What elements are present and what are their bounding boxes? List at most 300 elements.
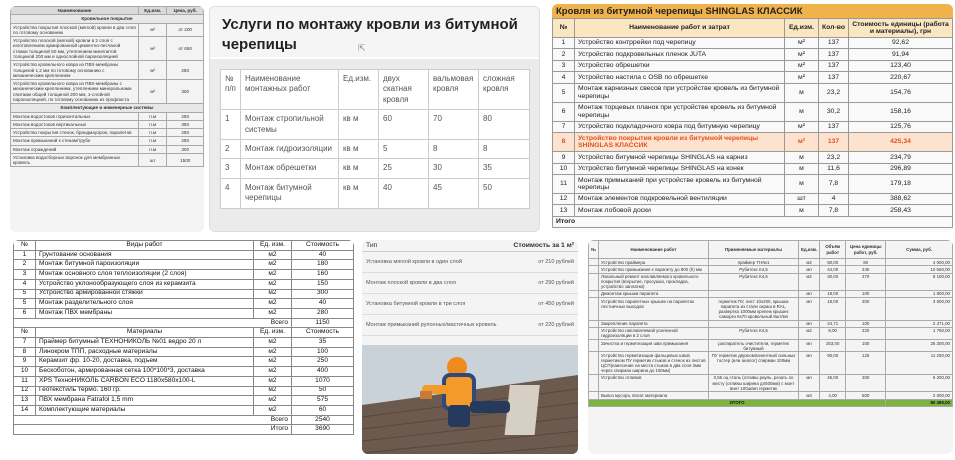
col-number: № <box>553 19 575 38</box>
cell: 1 <box>553 37 575 48</box>
cell: Локальный ремонт наплавляемого кровельного покрытия (вскрытие, просушка, прокладка, устройство заплатки) <box>599 273 709 290</box>
col-unit: Ед.изм. <box>785 19 819 38</box>
cell: 100 <box>846 290 886 297</box>
col-sum: Сумма, руб. <box>886 241 953 259</box>
cell: Устройство герметизации фальцевых швов герметиком ПУ герметик стыков и стенок из листов ЦСП(нанесение на места стыков в два слоя 3мм через спирман ширина до 150мм) <box>599 352 709 374</box>
cell: Устройство подкладочного ковра под битумную черепицу <box>575 121 785 132</box>
cell: мп <box>799 266 820 273</box>
cell: 100 <box>846 320 886 327</box>
tile-bitumen-shingle-installation[interactable] <box>209 6 540 232</box>
cell: м² <box>785 60 819 71</box>
cell: 220,67 <box>849 72 953 83</box>
cell: м2 <box>254 308 292 318</box>
cell: 46,00 <box>820 374 846 391</box>
cell: мп <box>799 352 820 374</box>
cell <box>589 290 599 297</box>
cell <box>589 320 599 327</box>
subtotal-label: Всего <box>14 415 292 425</box>
cell: праймер ТН№1 <box>709 259 799 266</box>
cell: п.м <box>139 145 167 153</box>
grand-total-label: Итого <box>14 425 292 435</box>
col-hip: вальмовая кровля <box>429 70 479 110</box>
cell: 388,62 <box>849 193 953 204</box>
cell: 250 <box>167 112 204 120</box>
col-unit-cost: Стоимость единицы (работа и материалы), грн <box>849 19 953 38</box>
cell: 24,71 <box>820 320 846 327</box>
cell: от 200 <box>167 23 204 37</box>
cell: 44,00 <box>820 266 846 273</box>
cell: 30 <box>429 159 479 178</box>
cell: 3 <box>221 159 241 178</box>
price-table <box>10 6 204 167</box>
col-work-name: Наименование работ <box>599 241 709 259</box>
cell: 4 000,00 <box>886 259 953 266</box>
cell: герметик ПУ, лист 10х200, крышка парапета из стали окраш в RAL, развертка 1000мм крепеж крышек саморез 6х70 кровельный 8шт/мп <box>709 298 799 320</box>
cell: м2 <box>254 338 292 348</box>
cell: 123,40 <box>849 60 953 71</box>
cell: 4,00 <box>820 392 846 399</box>
row-price: от 220 рублей <box>538 322 574 328</box>
cell: Устройство праймера <box>599 259 709 266</box>
total-label: ИТОГО <box>589 399 886 406</box>
cell: 2 000,00 <box>886 392 953 399</box>
cell <box>589 340 599 352</box>
cell: 9 <box>14 357 36 367</box>
section-title: Кровельное покрытие <box>11 15 204 23</box>
cell: м2 <box>254 299 292 309</box>
section-title: Комплектующие и инженерные системы <box>11 104 204 112</box>
cell: 137 <box>819 60 849 71</box>
cell: Монтаж водостоков вертикальных <box>11 120 139 128</box>
tile-soft-roof-prices[interactable] <box>362 240 578 454</box>
cell: 23,2 <box>819 83 849 102</box>
cell: 1 760,00 <box>886 327 953 339</box>
cell: 7 <box>553 121 575 132</box>
cell <box>709 392 799 399</box>
cell: 7,8 <box>819 175 849 194</box>
col-cost: Стоимость <box>292 241 354 251</box>
cell: 5 <box>379 139 429 158</box>
cell: м2 <box>254 357 292 367</box>
cell: 10 <box>14 367 36 377</box>
col-unit: Ед.изм. <box>799 241 820 259</box>
cell: м <box>785 83 819 102</box>
cell: Монтаж гидроизоляции <box>241 139 339 158</box>
cell: 60 <box>292 405 354 415</box>
cell: п.м <box>139 137 167 145</box>
cell: м2 <box>799 273 820 290</box>
cell: Монтаж карнизных свесов при устройстве кровель из битумной черепицы <box>575 83 785 102</box>
cell: Керамзит фр. 10-20, доставка, подъем <box>36 357 254 367</box>
cell: мп <box>799 320 820 327</box>
cell: от 650 <box>167 37 204 61</box>
cell: 11 250,00 <box>886 352 953 374</box>
cell: п.м <box>139 120 167 128</box>
cell: 11 <box>553 175 575 194</box>
cell: 350 <box>167 120 204 128</box>
cell: Рубитекс К4,5 <box>709 273 799 290</box>
cell: 300 <box>292 289 354 299</box>
cell: м² <box>785 121 819 132</box>
cell: 296,89 <box>849 163 953 174</box>
cell: Устройство наплавляемой усиленной гидроизоляции в 2 слоя <box>599 327 709 339</box>
cell: м2 <box>254 270 292 280</box>
col-cost: Стоимость <box>292 328 354 338</box>
cell: Устройство плоской (мягкой) кровли в 2 слоя с изготовлением армированной цементно-песчаной стяжки толщиной 50 мм, утеплением минплитой толщиной 200 мм и однослойной пароизоляцией <box>11 37 139 61</box>
row-type: Установка мягкой кровли в один слой <box>366 259 462 265</box>
tile-title: Услуги по монтажу кровли из битумной черепицы <box>210 7 539 57</box>
cell: 200 <box>846 298 886 320</box>
cell: 80 <box>846 259 886 266</box>
cell: кв м <box>339 110 379 140</box>
cell: 40 <box>292 299 354 309</box>
cell: 425,34 <box>849 133 953 152</box>
cell: Установка водосборных воронок для мембранных кровель <box>11 153 139 167</box>
cell: Рубитекс К4,5 <box>709 266 799 273</box>
cell: 50,00 <box>820 259 846 266</box>
cell: 1 800,00 <box>886 290 953 297</box>
cell: 5 <box>14 299 36 309</box>
cell: м <box>785 175 819 194</box>
row-price: от 290 рублей <box>538 280 574 286</box>
roofer-illustration <box>362 345 578 454</box>
cell: Устройство покрытия кровли из битумной черепицы SHINGLAS КЛАССИК <box>575 133 785 152</box>
cell: 125,76 <box>849 121 953 132</box>
cell: м2 <box>254 279 292 289</box>
cell: Линокром ТПП, расходные материалы <box>36 347 254 357</box>
col-complex: сложная кровля <box>479 70 530 110</box>
cell: м3 <box>799 392 820 399</box>
cell: 8 <box>429 139 479 158</box>
col-number: № <box>14 241 36 251</box>
estimate-table <box>552 18 953 228</box>
cell: 160 <box>292 270 354 280</box>
cell: кв м <box>339 159 379 178</box>
row-price: от 450 рублей <box>538 301 574 307</box>
cell: кв м <box>339 139 379 158</box>
cell: 30,00 <box>820 273 846 290</box>
cell: 3 <box>14 270 36 280</box>
cell: 300 <box>167 145 204 153</box>
cell: 2 471,00 <box>886 320 953 327</box>
cell: 60 <box>379 110 429 140</box>
cell: 8 100,00 <box>886 273 953 290</box>
cell: м2 <box>254 367 292 377</box>
cell: 1070 <box>292 376 354 386</box>
cell: 2 <box>14 260 36 270</box>
cell: 8 <box>14 347 36 357</box>
cell: шт <box>785 193 819 204</box>
cell: Рубитекс К4,5 <box>709 327 799 339</box>
col-number: № <box>14 328 36 338</box>
cell: 80 <box>479 110 530 140</box>
cell <box>589 392 599 399</box>
cell: 25 <box>379 159 429 178</box>
tile-membrane-roof-estimate[interactable] <box>13 240 354 454</box>
cell: 35 <box>292 338 354 348</box>
cell: Грунтование основания <box>36 250 254 260</box>
price-row <box>362 273 578 294</box>
col-materials: Материалы <box>36 328 254 338</box>
cell: Устройство настила с OSB по обрешетке <box>575 72 785 83</box>
cell: 1500 <box>167 153 204 167</box>
cell: Устройство подкровельных пленок JUTA <box>575 49 785 60</box>
installation-table <box>220 69 530 209</box>
cell: 300 <box>167 80 204 104</box>
cell: м2 <box>254 386 292 396</box>
cell: 158,16 <box>849 102 953 121</box>
cell: 250 <box>167 137 204 145</box>
cell: 137 <box>819 121 849 132</box>
cell: 35 <box>479 159 530 178</box>
cell: м² <box>785 133 819 152</box>
cell: 220 <box>846 327 886 339</box>
col-unit: Ед. изм. <box>254 241 292 251</box>
cell: Монтаж битумной черепицы <box>241 178 339 208</box>
cell: Бескоботон, армированная сетка 100*100*3, доставка <box>36 367 254 377</box>
cell: 90,00 <box>820 352 846 374</box>
cell: 25 300,00 <box>886 340 953 352</box>
cell: Устройство битумной черепицы SHINGLAS на конек <box>575 163 785 174</box>
price-row <box>362 315 578 336</box>
cell: 92,62 <box>849 37 953 48</box>
cell: Монтаж элементов подкровельной вентиляции <box>575 193 785 204</box>
cell: м² <box>139 61 167 80</box>
cell: Монтаж лобовой доски <box>575 205 785 216</box>
cell: п.м <box>139 112 167 120</box>
works-materials-table <box>13 240 354 435</box>
cell: 2 <box>221 139 241 158</box>
cell: 4 <box>553 72 575 83</box>
price-row <box>362 252 578 273</box>
cell: Монтаж стропильной системы <box>241 110 339 140</box>
cell <box>709 320 799 327</box>
cell <box>709 290 799 297</box>
cell <box>589 298 599 320</box>
cell <box>589 273 599 290</box>
cell: 500 <box>846 392 886 399</box>
cell: 270 <box>846 273 886 290</box>
tile-flat-roof-price-list[interactable] <box>10 6 204 232</box>
cell: 3 600,00 <box>886 298 953 320</box>
mouse-cursor-icon: ⇱ <box>358 43 366 53</box>
cell <box>589 374 599 391</box>
cell: 3 <box>553 60 575 71</box>
col-unit-price: Цена единицы работ, руб. <box>846 241 886 259</box>
subtotal-value: 1150 <box>292 318 354 328</box>
cell: м2 <box>254 260 292 270</box>
cell: Комплектующие материалы <box>36 405 254 415</box>
cell: Устройство кровельного ковра из ПВХ-мембраны толщиной 1,2 мм по готовому основанию с механическим креплением <box>11 61 139 80</box>
cell: м² <box>139 37 167 61</box>
cell: шт <box>139 153 167 167</box>
cell: 200 <box>846 374 886 391</box>
cell: 250 <box>292 357 354 367</box>
cell <box>589 352 599 374</box>
cell: м2 <box>254 405 292 415</box>
total-value: 80 485,00 <box>886 399 953 406</box>
cell: Геотекстиль термо. 160 гр. <box>36 386 254 396</box>
cell: 23,2 <box>819 152 849 163</box>
cell: 8 <box>553 133 575 152</box>
cell: 137 <box>819 37 849 48</box>
col-work-name: Наименование работ и затрат <box>575 19 785 38</box>
cell: 179,18 <box>849 175 953 194</box>
col-unit: Ед.изм. <box>139 7 167 15</box>
cell: м2 <box>254 347 292 357</box>
col-price: Стоимость за 1 м² <box>513 242 574 249</box>
repair-estimate-table <box>588 240 953 407</box>
col-name: Наименование <box>11 7 139 15</box>
cell: 13 <box>553 205 575 216</box>
cell: 137 <box>819 133 849 152</box>
col-volume: Объём работ <box>820 241 846 259</box>
col-number: № п/п <box>221 70 241 110</box>
cell: 7,8 <box>819 205 849 216</box>
cell: 30,2 <box>819 102 849 121</box>
cell: 6 <box>14 308 36 318</box>
price-row <box>362 294 578 315</box>
col-unit: Ед.изм. <box>339 70 379 110</box>
cell: Устройство парапетных крышек на парапетах лестничных выходов <box>599 298 709 320</box>
cell: Демонтаж крышки парапета <box>599 290 709 297</box>
col-materials: Применяемые материалы <box>709 241 799 259</box>
cell: 14 <box>14 405 36 415</box>
cell: 258,43 <box>849 205 953 216</box>
cell: 10 <box>553 163 575 174</box>
cell: Устройство армированной стяжки <box>36 289 254 299</box>
row-type: Установка битумной кровли в три слоя <box>366 301 466 307</box>
cell: Праймер битумный ТЕХНОНИКОЛЬ №01 ведро 20 л <box>36 338 254 348</box>
cell: Закрепление парапета <box>599 320 709 327</box>
cell: 1 <box>221 110 241 140</box>
cell: 150 <box>292 279 354 289</box>
cell: мп <box>799 374 820 391</box>
cell: 100 <box>292 347 354 357</box>
roofer-photo <box>362 345 578 454</box>
subtotal-label: Всего <box>14 318 292 328</box>
cell: м2 <box>254 376 292 386</box>
subtotal-value: 2540 <box>292 415 354 425</box>
cell <box>589 259 599 266</box>
total-label: Итого <box>553 216 953 227</box>
cell <box>589 266 599 273</box>
cell: 50 <box>292 386 354 396</box>
cell: м² <box>139 23 167 37</box>
col-unit: Ед. изм. <box>254 328 292 338</box>
cell: м2 <box>799 327 820 339</box>
cell: Монтаж примыканий при устройстве кровель из битумной черепицы <box>575 175 785 194</box>
cell: распиратель очистители, герметик битумный <box>709 340 799 352</box>
cell: 1 <box>14 250 36 260</box>
cell: 10 560,00 <box>886 266 953 273</box>
row-price: от 210 рублей <box>538 259 574 265</box>
cell: 12 <box>553 193 575 204</box>
cell: 234,79 <box>849 152 953 163</box>
cell: ПВХ мембрана Fatrafol 1,5 mm <box>36 396 254 406</box>
cell: м2 <box>254 250 292 260</box>
cell: м² <box>785 37 819 48</box>
cell: 18,00 <box>820 290 846 297</box>
cell: Монтаж основного слоя теплоизоляции (2 слоя) <box>36 270 254 280</box>
cell: 100 <box>846 340 886 352</box>
price-header <box>362 240 578 252</box>
cell: 137 <box>819 72 849 83</box>
grand-total-value: 3690 <box>292 425 354 435</box>
cell: м² <box>139 80 167 104</box>
cell: Устройство отливов <box>599 374 709 391</box>
col-number: № <box>589 241 599 259</box>
cell: 45 <box>429 178 479 208</box>
cell: 18,00 <box>820 298 846 320</box>
cell: Монтаж разделительного слоя <box>36 299 254 309</box>
cell: 7 <box>14 338 36 348</box>
cell: м <box>785 152 819 163</box>
tile-roof-repair-estimate[interactable] <box>588 240 953 454</box>
cell: м² <box>785 49 819 60</box>
cell: 12 <box>14 386 36 396</box>
col-work-name: Наименование монтажных работ <box>241 70 339 110</box>
cell: 137 <box>819 49 849 60</box>
cell: 11 <box>14 376 36 386</box>
cell: 240 <box>846 266 886 273</box>
cell: п.м <box>139 129 167 137</box>
cell: 154,76 <box>849 83 953 102</box>
cell: м2 <box>254 289 292 299</box>
cell: мп <box>799 340 820 352</box>
cell: Монтаж битумной пароизоляции <box>36 260 254 270</box>
cell: кв м <box>339 178 379 208</box>
cell: 575 <box>292 396 354 406</box>
cell: Устройство кровельного ковра из ПВХ-мембраны с механическим креплением, утеплением минеральнами плитами общей толщиной 200 мм, 1-слойной пароизоляцией, по готовому основанию из профлиста <box>11 80 139 104</box>
cell: м2 <box>799 259 820 266</box>
cell: 5 <box>14 289 36 299</box>
cell: 8,00 <box>820 327 846 339</box>
cell: мп <box>799 298 820 320</box>
cell: 40 <box>379 178 429 208</box>
col-works: Виды работ <box>36 241 254 251</box>
cell: Монтаж ПВХ мембраны <box>36 308 254 318</box>
cell: Монтаж торцевых планок при устройстве кровель из битумной черепицы <box>575 102 785 121</box>
cell: Устройство уклонообразующего слоя из керамзита <box>36 279 254 289</box>
cell: 4 <box>14 279 36 289</box>
cell: Устройство примыкания к парапету до 800 (h) мм <box>599 266 709 273</box>
cell: 4 <box>819 193 849 204</box>
cell: 8 <box>479 139 530 158</box>
cell: Монтаж обрешетки <box>241 159 339 178</box>
cell: Устройство битумной черепицы SHINGLAS на карниз <box>575 152 785 163</box>
row-type: Монтаж плоской кровли в два слоя <box>366 280 456 286</box>
cell: Монтаж примыканий к стенам/трубе <box>11 137 139 145</box>
col-type: Тип <box>366 242 378 249</box>
col-price: Цена, руб. <box>167 7 204 15</box>
cell: 70 <box>429 110 479 140</box>
tile-title: Кровля из битумной черепицы SHINGLAS КЛАССИК <box>552 4 953 18</box>
cell: 253,00 <box>820 340 846 352</box>
cell: 0,55 оц сталь (отливы риуль, резать по месту (отливы ширина дл500мм) с монт винт 100ш/мп герметик <box>709 374 799 391</box>
cell: 6 <box>553 102 575 121</box>
tile-shinglas-classic-estimate[interactable] <box>552 4 953 232</box>
cell: мп <box>799 290 820 297</box>
cell: Монтаж ограждений <box>11 145 139 153</box>
cell: 2 <box>553 49 575 60</box>
cell: м <box>785 102 819 121</box>
cell: м² <box>785 72 819 83</box>
cell <box>589 327 599 339</box>
cell: 50 <box>479 178 530 208</box>
cell: 280 <box>292 308 354 318</box>
row-type: Монтаж примыканий рулонных/мастичных кровель <box>366 322 497 328</box>
